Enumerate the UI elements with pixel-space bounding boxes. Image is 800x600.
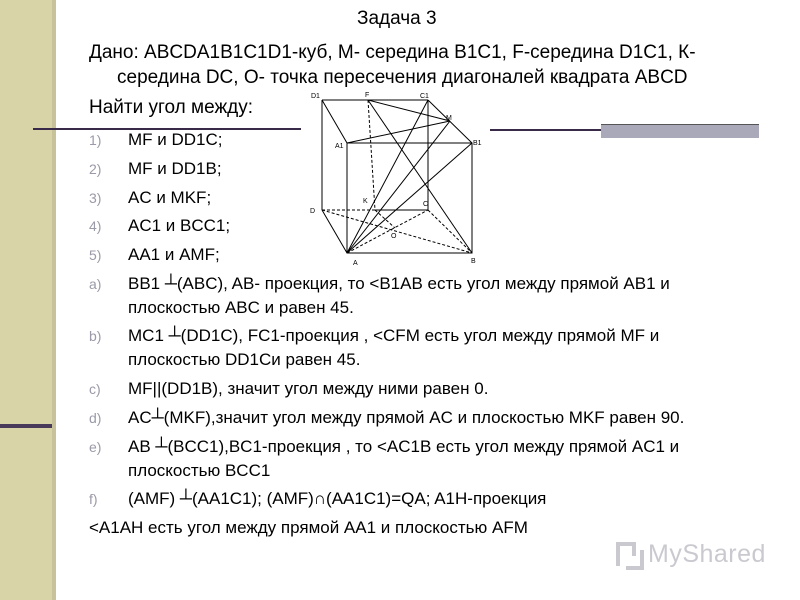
answer-marker: d) <box>89 410 102 426</box>
answer-item <box>89 377 488 401</box>
label-a1: A1 <box>335 143 344 150</box>
list-item <box>89 214 230 238</box>
label-k: K <box>363 198 368 205</box>
answer-item <box>89 406 684 430</box>
label-m: M <box>446 115 452 122</box>
list-item-text: AC и MKF; <box>128 188 212 207</box>
answer-marker: b) <box>89 328 102 344</box>
label-d1: D1 <box>311 93 320 100</box>
answer-marker: f) <box>89 491 98 507</box>
label-d: D <box>310 208 316 215</box>
logo-text: MyShared <box>648 540 766 568</box>
given-line-2: середина DC, O- точка пересечения диагоналей квадрата ABCD <box>117 67 688 88</box>
answer-marker: a) <box>89 276 102 292</box>
answer-text: MC1 ┴(DD1C), FC1-проекция , <CFM есть угол между прямой MF и <box>128 326 660 345</box>
left-decor-line <box>52 0 56 600</box>
list-marker: 1) <box>89 132 102 148</box>
list-item <box>89 186 211 210</box>
label-f: F <box>365 92 370 99</box>
answer-item <box>89 487 546 511</box>
list-item <box>89 157 222 181</box>
answer-text-cont: плоскостью ABC и равен 45. <box>128 298 354 317</box>
answer-text: MF||(DD1B), значит угол между ними равен 0. <box>128 379 489 398</box>
answer-marker: e) <box>89 439 102 455</box>
conclusion-line: <A1AH есть угол между прямой AA1 и плоскостью AFM <box>89 518 528 537</box>
task-heading: Найти угол между: <box>89 97 254 118</box>
answer-text: AB ┴(BCC1),BC1-проекция , то <AC1B есть угол между прямой AC1 и <box>128 437 680 456</box>
given-text <box>89 40 789 90</box>
label-b: B <box>471 258 476 265</box>
left-decor-bar <box>0 424 52 428</box>
answer-text-cont: плоскостью BCC1 <box>128 461 271 480</box>
list-item <box>89 128 223 152</box>
label-c: C <box>423 201 429 208</box>
answer-marker: c) <box>89 381 101 397</box>
answer-item <box>89 324 659 372</box>
list-item-text: MF и DD1C; <box>128 130 223 149</box>
answer-text: (AMF) ┴(AA1C1); (AMF)∩(AA1C1)=QA; A1H-проекция <box>128 489 547 508</box>
left-decor-band <box>0 0 52 600</box>
answer-item <box>89 435 679 483</box>
answer-item <box>89 272 670 320</box>
slide-title: Задача 3 <box>357 8 437 29</box>
list-item <box>89 243 220 267</box>
answer-text: AC┴(MKF),значит угол между прямой AC и плоскостью MKF равен 90. <box>128 408 685 427</box>
label-c1: C1 <box>420 93 429 100</box>
list-item-text: AC1 и BCC1; <box>128 216 231 235</box>
label-b1: B1 <box>473 140 482 147</box>
label-o: O <box>391 233 397 240</box>
list-item-text: AA1 и AMF; <box>128 245 220 264</box>
list-marker: 4) <box>89 218 102 234</box>
list-marker: 2) <box>89 161 102 177</box>
given-line-1: Дано: ABCDA1B1C1D1-куб, M- середина B1C1, F-середина D1C1, К- <box>89 42 696 63</box>
list-marker: 5) <box>89 247 102 263</box>
divider-right-box <box>601 124 759 138</box>
divider-right <box>490 129 602 131</box>
cube-diagram <box>305 88 495 268</box>
label-a: A <box>353 260 358 267</box>
list-marker: 3) <box>89 190 102 206</box>
answer-text: BB1 ┴(ABC), AB- проекция, то <B1AB есть угол между прямой AB1 и <box>128 274 670 293</box>
answer-text-cont: плоскостью DD1Cи равен 45. <box>128 350 361 369</box>
list-item-text: MF и DD1B; <box>128 159 222 178</box>
